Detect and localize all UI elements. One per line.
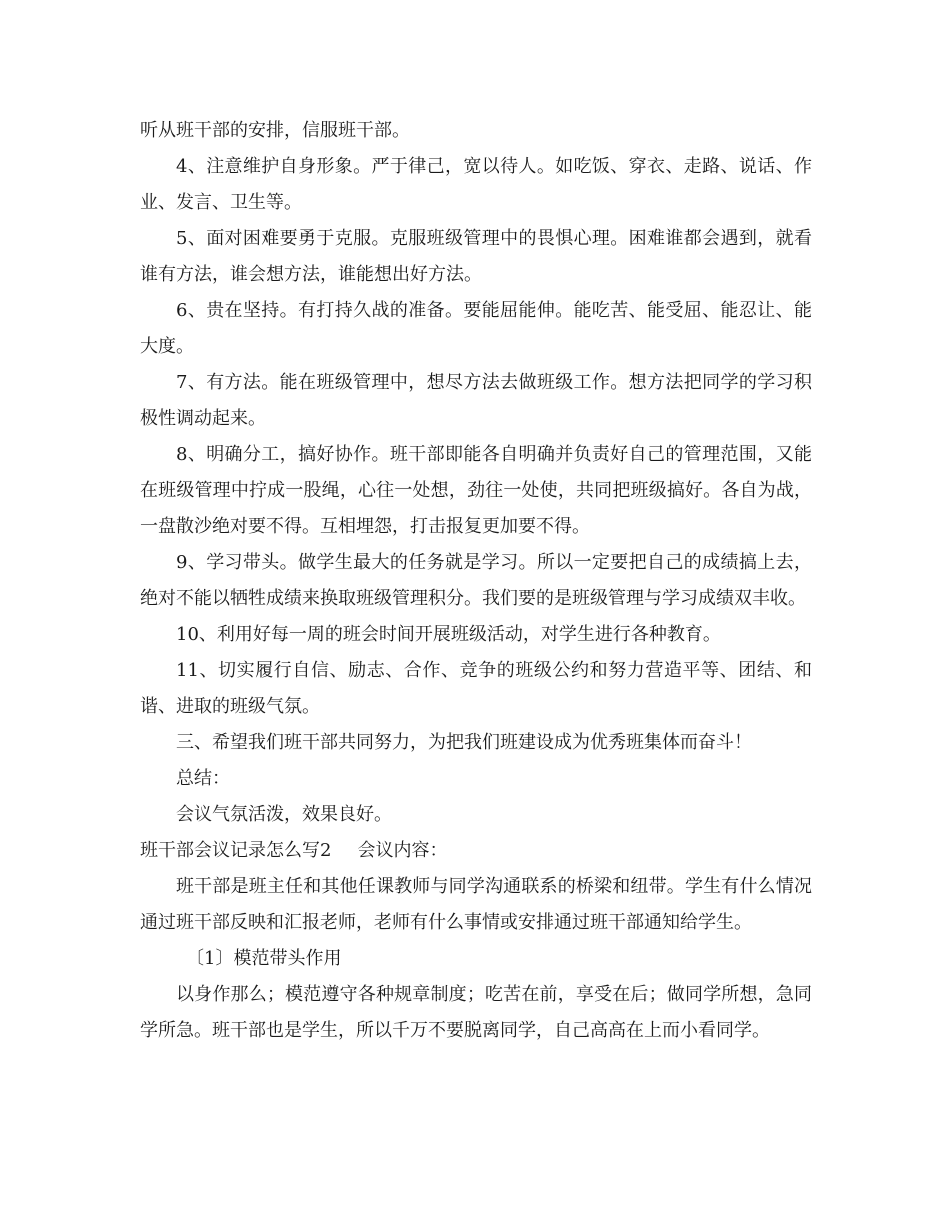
- paragraph-item-5: 5、面对困难要勇于克服。克服班级管理中的畏惧心理。困难谁都会遇到，就看谁有方法，谁会想方法，谁能想出好方法。: [140, 228, 812, 285]
- paragraph-continuation: 听从班干部的安排，信服班干部。: [140, 120, 410, 141]
- paragraph-section-three: 三、希望我们班干部共同努力，为把我们班建设成为优秀班集体而奋斗！: [176, 732, 752, 753]
- paragraph-item-10: 10、利用好每一周的班会时间开展班级活动，对学生进行各种教育。: [176, 624, 721, 645]
- paragraph-item-11: 11、切实履行自信、励志、合作、竞争的班级公约和努力营造平等、团结、和谐、进取的班级气氛。: [140, 660, 812, 717]
- paragraph-item-8: 8、明确分工，搞好协作。班干部即能各自明确并负责好自己的管理范围，又能在班级管理中拧成一股绳，心往一处想，劲往一处使，共同把班级搞好。各自为战，一盘散沙绝对要不得。互相埋怨，打击报复更加要不得。: [140, 444, 812, 537]
- paragraph-item-6: 6、贵在坚持。有打持久战的准备。要能屈能伸。能吃苦、能受屈、能忍让、能大度。: [140, 300, 812, 357]
- subheading-role-model: 〔1〕模范带头作用: [186, 948, 342, 969]
- summary-text: 会议气氛活泼，效果良好。: [176, 804, 392, 825]
- section-subtitle: 会议内容：: [357, 840, 448, 861]
- paragraph-role-model: 以身作那么；模范遵守各种规章制度；吃苦在前，享受在后；做同学所想，急同学所急。班干部也是学生，所以千万不要脱离同学，自己高高在上而小看同学。: [140, 984, 812, 1041]
- summary-heading: 总结：: [176, 768, 230, 789]
- paragraph-item-7: 7、有方法。能在班级管理中，想尽方法去做班级工作。想方法把同学的学习积极性调动起来。: [140, 372, 812, 429]
- paragraph-item-9: 9、学习带头。做学生最大的任务就是学习。所以一定要把自己的成绩搞上去，绝对不能以牺牲成绩来换取班级管理积分。我们要的是班级管理与学习成绩双丰收。: [140, 552, 812, 609]
- document-body: [140, 113, 812, 1049]
- section-heading-line: [140, 833, 812, 869]
- paragraph-item-4: 4、注意维护自身形象。严于律己，宽以待人。如吃饭、穿衣、走路、说话、作业、发言、卫生等。: [140, 156, 812, 213]
- section-title: 班干部会议记录怎么写2: [140, 840, 332, 861]
- paragraph-intro: 班干部是班主任和其他任课教师与同学沟通联系的桥梁和纽带。学生有什么情况通过班干部反映和汇报老师，老师有什么事情或安排通过班干部通知给学生。: [140, 876, 812, 933]
